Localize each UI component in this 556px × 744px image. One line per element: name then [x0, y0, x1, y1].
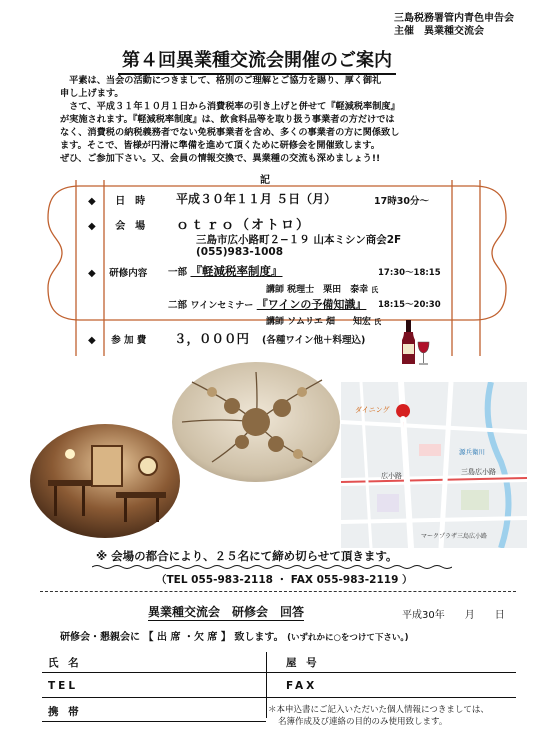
fee-label: 参 加 費 — [111, 335, 147, 346]
row-divider — [42, 721, 266, 722]
attendance-suffix: 】 致します。 — [217, 632, 284, 643]
fee-value: ３，０００円 — [174, 331, 250, 346]
intro-para2-line3: なく、消費税の納税義務者でない免税事業者を含め、多くの事業者の方に関係致し — [60, 127, 400, 138]
dried-flowers-photo — [172, 362, 340, 482]
date-value: 平成３０年１１月 ５日（月） — [176, 192, 337, 206]
part1-lecturer-line — [266, 282, 378, 295]
page-title: 第４回異業種交流会開催のご案内 — [118, 46, 396, 75]
wine-bottle-icon — [398, 320, 432, 368]
intro-para2-line5: ぜひ、ご参加下さい。又、会員の情報交換で、異業種の交流も深めましょう!! — [60, 153, 381, 164]
venue-address: 三島市広小路町２−１９ 山本ミシン商会2F — [196, 234, 402, 246]
shop-label: 屋 号 — [286, 657, 320, 669]
intro-para2-line1: さて、平成３１年１０月１日から消費税率の引き上げと併せて『軽減税率制度』 — [60, 101, 400, 112]
part2-title-line — [168, 296, 366, 312]
map-label-c: ダイニング — [355, 407, 390, 414]
attendance-sep: ・ — [180, 632, 194, 643]
attendance-prefix: 研修会・懇親会に 【 — [60, 632, 157, 643]
venue-row — [88, 217, 145, 232]
organizer-line-2: 主催 異業種交流会 — [394, 26, 484, 37]
cafe-interior-photo — [30, 424, 180, 539]
intro-text — [60, 74, 500, 165]
venue-phone: (055)983-1008 — [196, 246, 284, 258]
attendance-note: (いずれかに○をつけて下さい。) — [287, 633, 409, 643]
part1-title-line — [168, 263, 283, 279]
part2-title: 『ワインの予備知識』 — [256, 298, 367, 311]
venue-name: ｏｔｒｏ（オトロ） — [176, 218, 312, 233]
date-row — [88, 192, 145, 207]
part1-suffix: 氏 — [371, 286, 379, 294]
fee-row — [88, 332, 146, 346]
ki-heading: 記 — [260, 175, 270, 186]
part1-title: 『軽減税率制度』 — [190, 264, 283, 278]
part2-time: 18:15～20:30 — [378, 300, 441, 310]
cut-line — [40, 591, 516, 592]
study-label: 研修内容 — [109, 268, 148, 279]
bullet-diamond-icon: ◆ — [88, 196, 96, 207]
bullet-diamond-icon: ◆ — [88, 221, 96, 232]
intro-para2-line2: が実施されます。『軽減税率制度』は、飲食料品等を取り扱う事業者の方だけでは — [60, 114, 395, 125]
absent-option[interactable]: 欠 席 — [193, 632, 218, 643]
venue-map — [341, 382, 527, 548]
intro-para1-line2: 申し上げます。 — [60, 88, 124, 99]
map-label-d: 源兵衛川 — [459, 449, 485, 456]
bullet-diamond-icon: ◆ — [88, 268, 96, 279]
map-label-e: マークプラザ三島広小路 — [421, 534, 488, 540]
attendance-line — [60, 628, 409, 643]
tel-label: TEL — [48, 680, 79, 692]
privacy-note — [268, 704, 538, 728]
date-time: 17時30分～ — [374, 196, 429, 207]
map-label-b: 三島広小路 — [461, 469, 496, 476]
part1-time: 17:30～18:15 — [378, 268, 441, 278]
part1-label: 一部 — [168, 267, 188, 278]
attend-option[interactable]: 出 席 — [156, 632, 181, 643]
fax-label: FAX — [286, 680, 318, 692]
study-row — [88, 265, 147, 279]
part2-suffix: 氏 — [374, 318, 382, 326]
part2-prefix: ワインセミナー — [190, 301, 254, 311]
part2-lecturer: 講師 ソムリエ 畑 知宏 — [266, 317, 371, 327]
reply-date: 平成30年 月 日 — [402, 610, 505, 621]
column-divider — [266, 652, 267, 718]
venue-label: 会 場 — [115, 221, 146, 232]
organizer-block — [394, 12, 514, 38]
contact-line: （TEL 055-983-2118 ・ FAX 055-983-2119 ） — [156, 574, 413, 586]
part1-lecturer: 講師 税理士 栗田 泰幸 — [266, 285, 369, 295]
row-divider — [42, 697, 516, 698]
date-label: 日 時 — [115, 196, 146, 207]
capacity-notice: ※ 会場の都合により、２５名にて締め切らせて頂きます。 — [96, 549, 398, 563]
intro-para2-line4: ます。そこで、皆様が円滑に準備を進めて頂くために研修会を開催致します。 — [60, 140, 380, 151]
wavy-underline — [92, 564, 452, 570]
fee-note: (各種ワイン他＋料理込) — [262, 335, 366, 346]
privacy-note-line1: ＊本申込書にご記入いただいた個人情報につきましては、 — [268, 705, 489, 715]
mobile-label: 携 帯 — [48, 706, 82, 718]
intro-para1-line1: 平素は、当会の活動につきまして、格別のご理解とご協力を賜り、厚く御礼 — [60, 75, 382, 86]
organizer-line-1: 三島税務署管内青色申告会 — [394, 13, 514, 24]
row-divider — [42, 672, 516, 673]
part2-lecturer-line — [266, 314, 381, 327]
part2-label: 二部 — [168, 300, 188, 311]
privacy-note-line2: 名簿作成及び連絡の目的のみ使用致します。 — [278, 717, 448, 727]
reply-title: 異業種交流会 研修会 回答 — [148, 605, 305, 619]
map-label-a: 広小路 — [381, 473, 402, 480]
name-label: 氏 名 — [48, 657, 82, 669]
bullet-diamond-icon: ◆ — [88, 335, 96, 346]
